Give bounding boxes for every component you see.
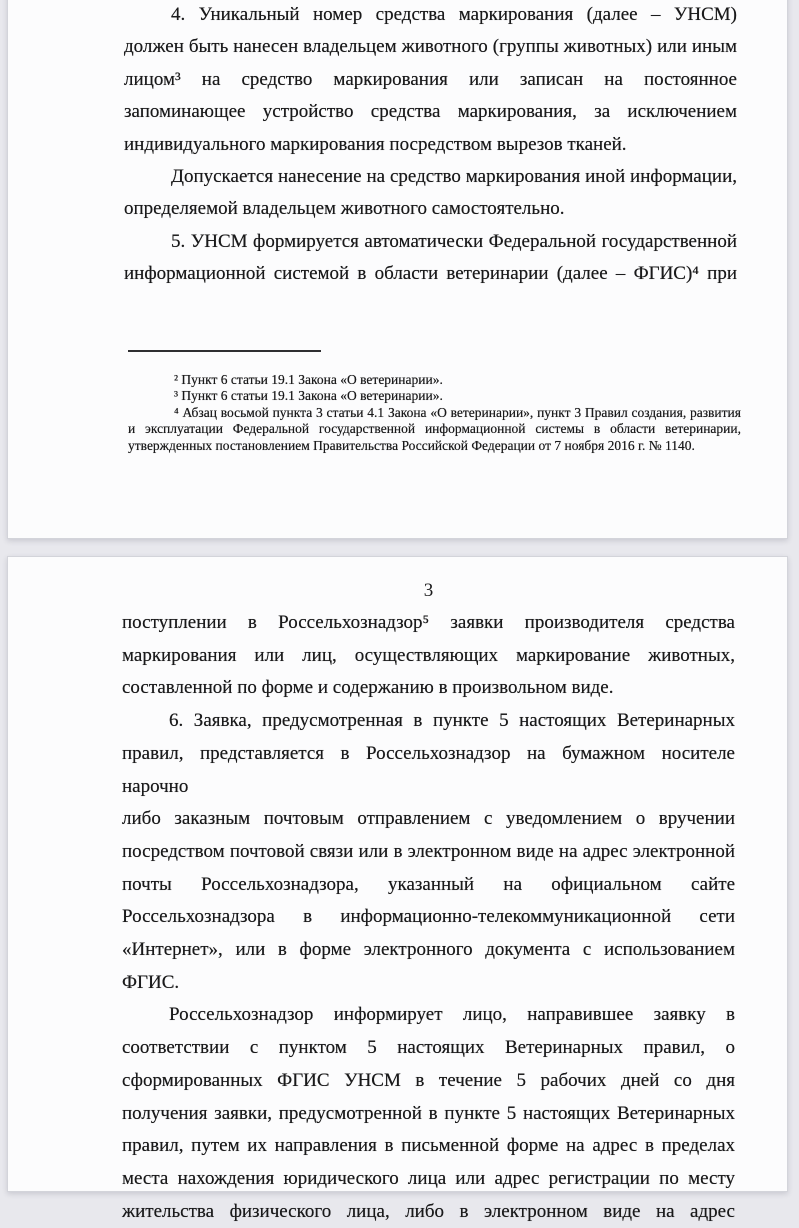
text-line: 5. УНСМ формируется автоматически Федеральной государственной <box>171 230 737 252</box>
text-line: ² Пункт 6 статьи 19.1 Закона «О ветеринарии». <box>174 372 443 387</box>
text-line: 4. Уникальный номер средства маркирования (далее – УНСМ) <box>171 4 737 25</box>
text-line: Россельхознадзор информирует лицо, направившее заявку в <box>169 1004 735 1026</box>
text-line: поступлении в Россельхознадзор⁵ заявки производителя средства <box>122 612 735 633</box>
text-line: правил, представляется в Россельхознадзор на бумажном носителе нарочно <box>122 742 735 797</box>
footnotes-block <box>128 372 741 454</box>
text-line: запоминающее устройство средства маркирования, за исключением <box>124 101 737 123</box>
page-card-bottom <box>7 556 788 1222</box>
text-line: посредством почтовой связи или в электронном виде на адрес электронной <box>122 840 735 862</box>
text-line: либо заказным почтовым отправлением с уведомлением о вручении <box>122 808 735 830</box>
text-line: ³ Пункт 6 статьи 19.1 Закона «О ветеринарии». <box>174 388 443 404</box>
text-line: «Интернет», или в форме электронного документа с использованием <box>122 939 735 961</box>
page-top-paragraphs <box>124 0 737 291</box>
text-line: Россельхознадзора в информационно-телекоммуникационной сети <box>122 906 735 928</box>
page-card-top <box>7 0 788 539</box>
text-line: информационной системой в области ветеринарии (далее – ФГИС)⁴ при <box>124 263 737 285</box>
text-line: ФГИС. <box>122 971 180 993</box>
text-line: и эксплуатации Федеральной государственной информационной системы в области ветеринарии, <box>128 421 741 437</box>
text-line: индивидуального маркирования посредством вырезов тканей. <box>124 133 627 155</box>
text-line: ⁴ Абзац восьмой пункта 3 статьи 4.1 Закона «О ветеринарии», пункт 3 Правил создания, развития <box>174 404 741 420</box>
text-line: составленной по форме и содержанию в произвольном виде. <box>122 677 614 699</box>
text-line: лицом³ на средство маркирования или записан на постоянное <box>124 68 737 90</box>
text-line: соответствии с пунктом 5 настоящих Ветеринарных правил, о <box>122 1037 735 1059</box>
page-bottom-paragraphs <box>122 607 735 1228</box>
text-line: должен быть нанесен владельцем животного (группы животных) или иным <box>124 36 737 58</box>
text-line: маркирования или лиц, осуществляющих маркирование животных, <box>122 644 735 666</box>
text-line: места нахождения юридического лица или адрес регистрации по месту <box>122 1167 735 1189</box>
text-line: утвержденных постановлением Правительства Российской Федерации от 7 ноября 2016 г. № 1140. <box>128 437 695 453</box>
text-line: сформированных ФГИС УНСМ в течение 5 рабочих дней со дня <box>122 1069 735 1091</box>
text-line: почты Россельхознадзора, указанный на официальном сайте <box>122 873 735 895</box>
text-line: 6. Заявка, предусмотренная в пункте 5 настоящих Ветеринарных <box>169 710 735 732</box>
text-line: получения заявки, предусмотренной в пункте 5 настоящих Ветеринарных <box>122 1102 735 1124</box>
footnote-separator-line <box>128 350 321 352</box>
text-line: Допускается нанесение на средство маркирования иной информации, <box>171 166 737 188</box>
text-line: определяемой владельцем животного самостоятельно. <box>124 198 565 220</box>
page-number: 3 <box>423 580 434 601</box>
text-line: правил, путем их направления в письменной форме на адрес в пределах <box>122 1135 735 1157</box>
text-line: жительства физического лица, либо в электронном виде на адрес <box>122 1200 735 1222</box>
